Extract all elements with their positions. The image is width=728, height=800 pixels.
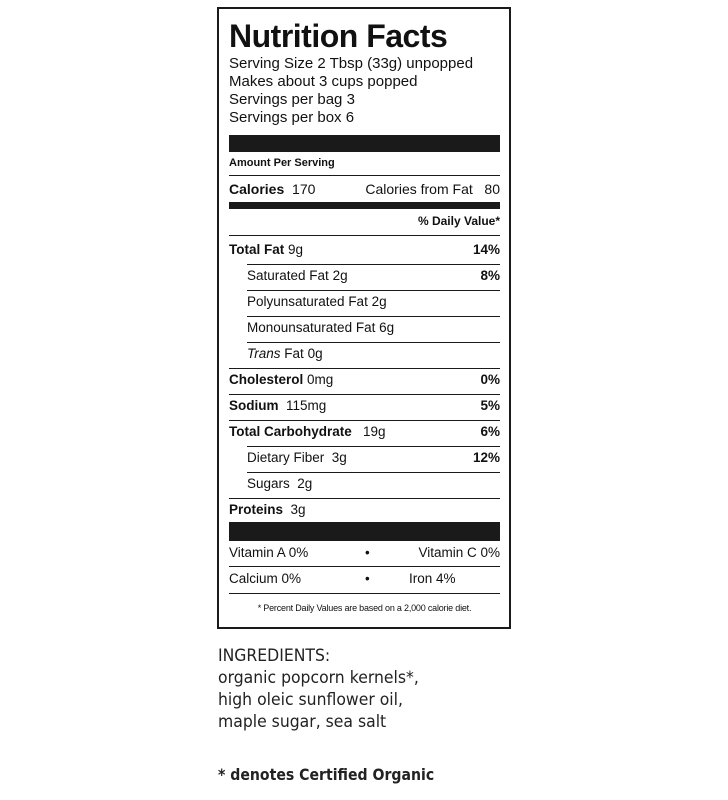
nutrient-name: Sodium bbox=[229, 398, 279, 413]
divider bbox=[229, 175, 500, 176]
nutrient-row-cholesterol bbox=[229, 371, 500, 389]
nutrient-row-trans-fat bbox=[247, 345, 500, 363]
calories-label: Calories bbox=[229, 181, 285, 197]
nutrient-name: Proteins bbox=[229, 502, 284, 517]
nutrient-name: Monounsaturated Fat bbox=[247, 320, 376, 335]
nutrient-amount: 115mg bbox=[286, 398, 327, 413]
popped-yield: Makes about 3 cups popped bbox=[229, 73, 418, 90]
iron: Iron 4% bbox=[409, 571, 456, 586]
divider bbox=[229, 498, 500, 499]
thick-divider bbox=[229, 522, 500, 541]
divider bbox=[247, 290, 500, 291]
amount-per-serving: Amount Per Serving bbox=[229, 157, 335, 169]
divider bbox=[229, 394, 500, 395]
nutrient-row-total-fat bbox=[229, 241, 500, 259]
serving-size: Serving Size 2 Tbsp (33g) unpopped bbox=[229, 55, 474, 72]
divider bbox=[247, 446, 500, 447]
divider bbox=[229, 420, 500, 421]
nutrient-dv: 12% bbox=[472, 450, 500, 465]
ingredients-line: maple sugar, sea salt bbox=[218, 712, 387, 732]
divider bbox=[229, 566, 500, 567]
organic-note: * denotes Certified Organic bbox=[218, 765, 435, 784]
nutrient-name: Total Carbohydrate bbox=[229, 424, 352, 439]
divider bbox=[229, 368, 500, 369]
bullet: • bbox=[365, 545, 370, 560]
nutrient-amount: 3g bbox=[290, 502, 306, 517]
nutrient-row-sugars bbox=[247, 475, 500, 493]
nutrient-dv: 8% bbox=[480, 268, 500, 283]
thick-divider bbox=[229, 135, 500, 152]
nutrient-amount: 3g bbox=[331, 450, 347, 465]
nutrient-amount: 6g bbox=[379, 320, 395, 335]
nutrient-amount: 2g bbox=[371, 294, 387, 309]
bullet: • bbox=[365, 571, 370, 586]
nutrient-name: Sugars bbox=[247, 476, 290, 491]
divider bbox=[229, 593, 500, 594]
divider bbox=[229, 235, 500, 236]
vitamin-a: Vitamin A 0% bbox=[229, 545, 309, 560]
nutrient-row-dietary-fiber bbox=[247, 449, 500, 467]
ingredients-heading: INGREDIENTS: bbox=[218, 646, 331, 666]
divider bbox=[247, 472, 500, 473]
divider bbox=[247, 264, 500, 265]
nutrient-dv: 0% bbox=[480, 372, 500, 387]
label-title: Nutrition Facts bbox=[229, 18, 448, 54]
nutrient-row-polyunsaturated-fat bbox=[247, 293, 500, 311]
ingredients-line: high oleic sunflower oil, bbox=[218, 690, 403, 710]
nutrient-name: Saturated Fat bbox=[247, 268, 329, 283]
ingredients-block bbox=[218, 645, 419, 733]
nutrient-row-saturated-fat bbox=[247, 267, 500, 285]
calories-from-fat-value: 80 bbox=[484, 181, 500, 197]
nutrient-amount: 0mg bbox=[307, 372, 334, 387]
nutrition-facts-label bbox=[217, 7, 511, 629]
calories-row bbox=[229, 181, 500, 197]
calories-from-fat-label: Calories from Fat bbox=[365, 181, 473, 197]
vitamin-row bbox=[229, 544, 500, 562]
nutrient-name: Cholesterol bbox=[229, 372, 304, 387]
servings-per-bag: Servings per bag 3 bbox=[229, 91, 355, 108]
nutrient-amount: 2g bbox=[332, 268, 348, 283]
nutrient-name: Polyunsaturated Fat bbox=[247, 294, 368, 309]
nutrient-name: Dietary Fiber bbox=[247, 450, 325, 465]
medium-divider bbox=[229, 202, 500, 209]
vitamin-c: Vitamin C 0% bbox=[418, 545, 500, 560]
divider bbox=[247, 316, 500, 317]
nutrient-row-proteins bbox=[229, 501, 500, 519]
nutrient-dv: 5% bbox=[480, 398, 500, 413]
daily-value-footnote: * Percent Daily Values are based on a 2,000 calorie diet. bbox=[257, 603, 472, 613]
nutrient-row-sodium bbox=[229, 397, 500, 415]
nutrient-amount: 2g bbox=[297, 476, 313, 491]
nutrient-row-monounsaturated-fat bbox=[247, 319, 500, 337]
calories-value: 170 bbox=[292, 181, 316, 197]
nutrient-amount: 0g bbox=[307, 346, 323, 361]
nutrient-dv: 14% bbox=[472, 242, 500, 257]
calcium: Calcium 0% bbox=[229, 571, 302, 586]
nutrient-name: Trans bbox=[247, 346, 281, 361]
nutrient-row-total-carbohydrate bbox=[229, 423, 500, 441]
divider bbox=[247, 342, 500, 343]
nutrient-amount: 19g bbox=[363, 424, 386, 439]
nutrient-name-rest: Fat bbox=[284, 346, 304, 361]
serving-info bbox=[229, 55, 500, 127]
nutrient-name: Total Fat bbox=[229, 242, 285, 257]
nutrient-amount: 9g bbox=[288, 242, 304, 257]
ingredients-line: organic popcorn kernels*, bbox=[218, 668, 419, 688]
servings-per-box: Servings per box 6 bbox=[229, 109, 355, 126]
nutrient-dv: 6% bbox=[480, 424, 500, 439]
daily-value-header: % Daily Value* bbox=[417, 214, 500, 228]
mineral-row bbox=[229, 570, 500, 588]
